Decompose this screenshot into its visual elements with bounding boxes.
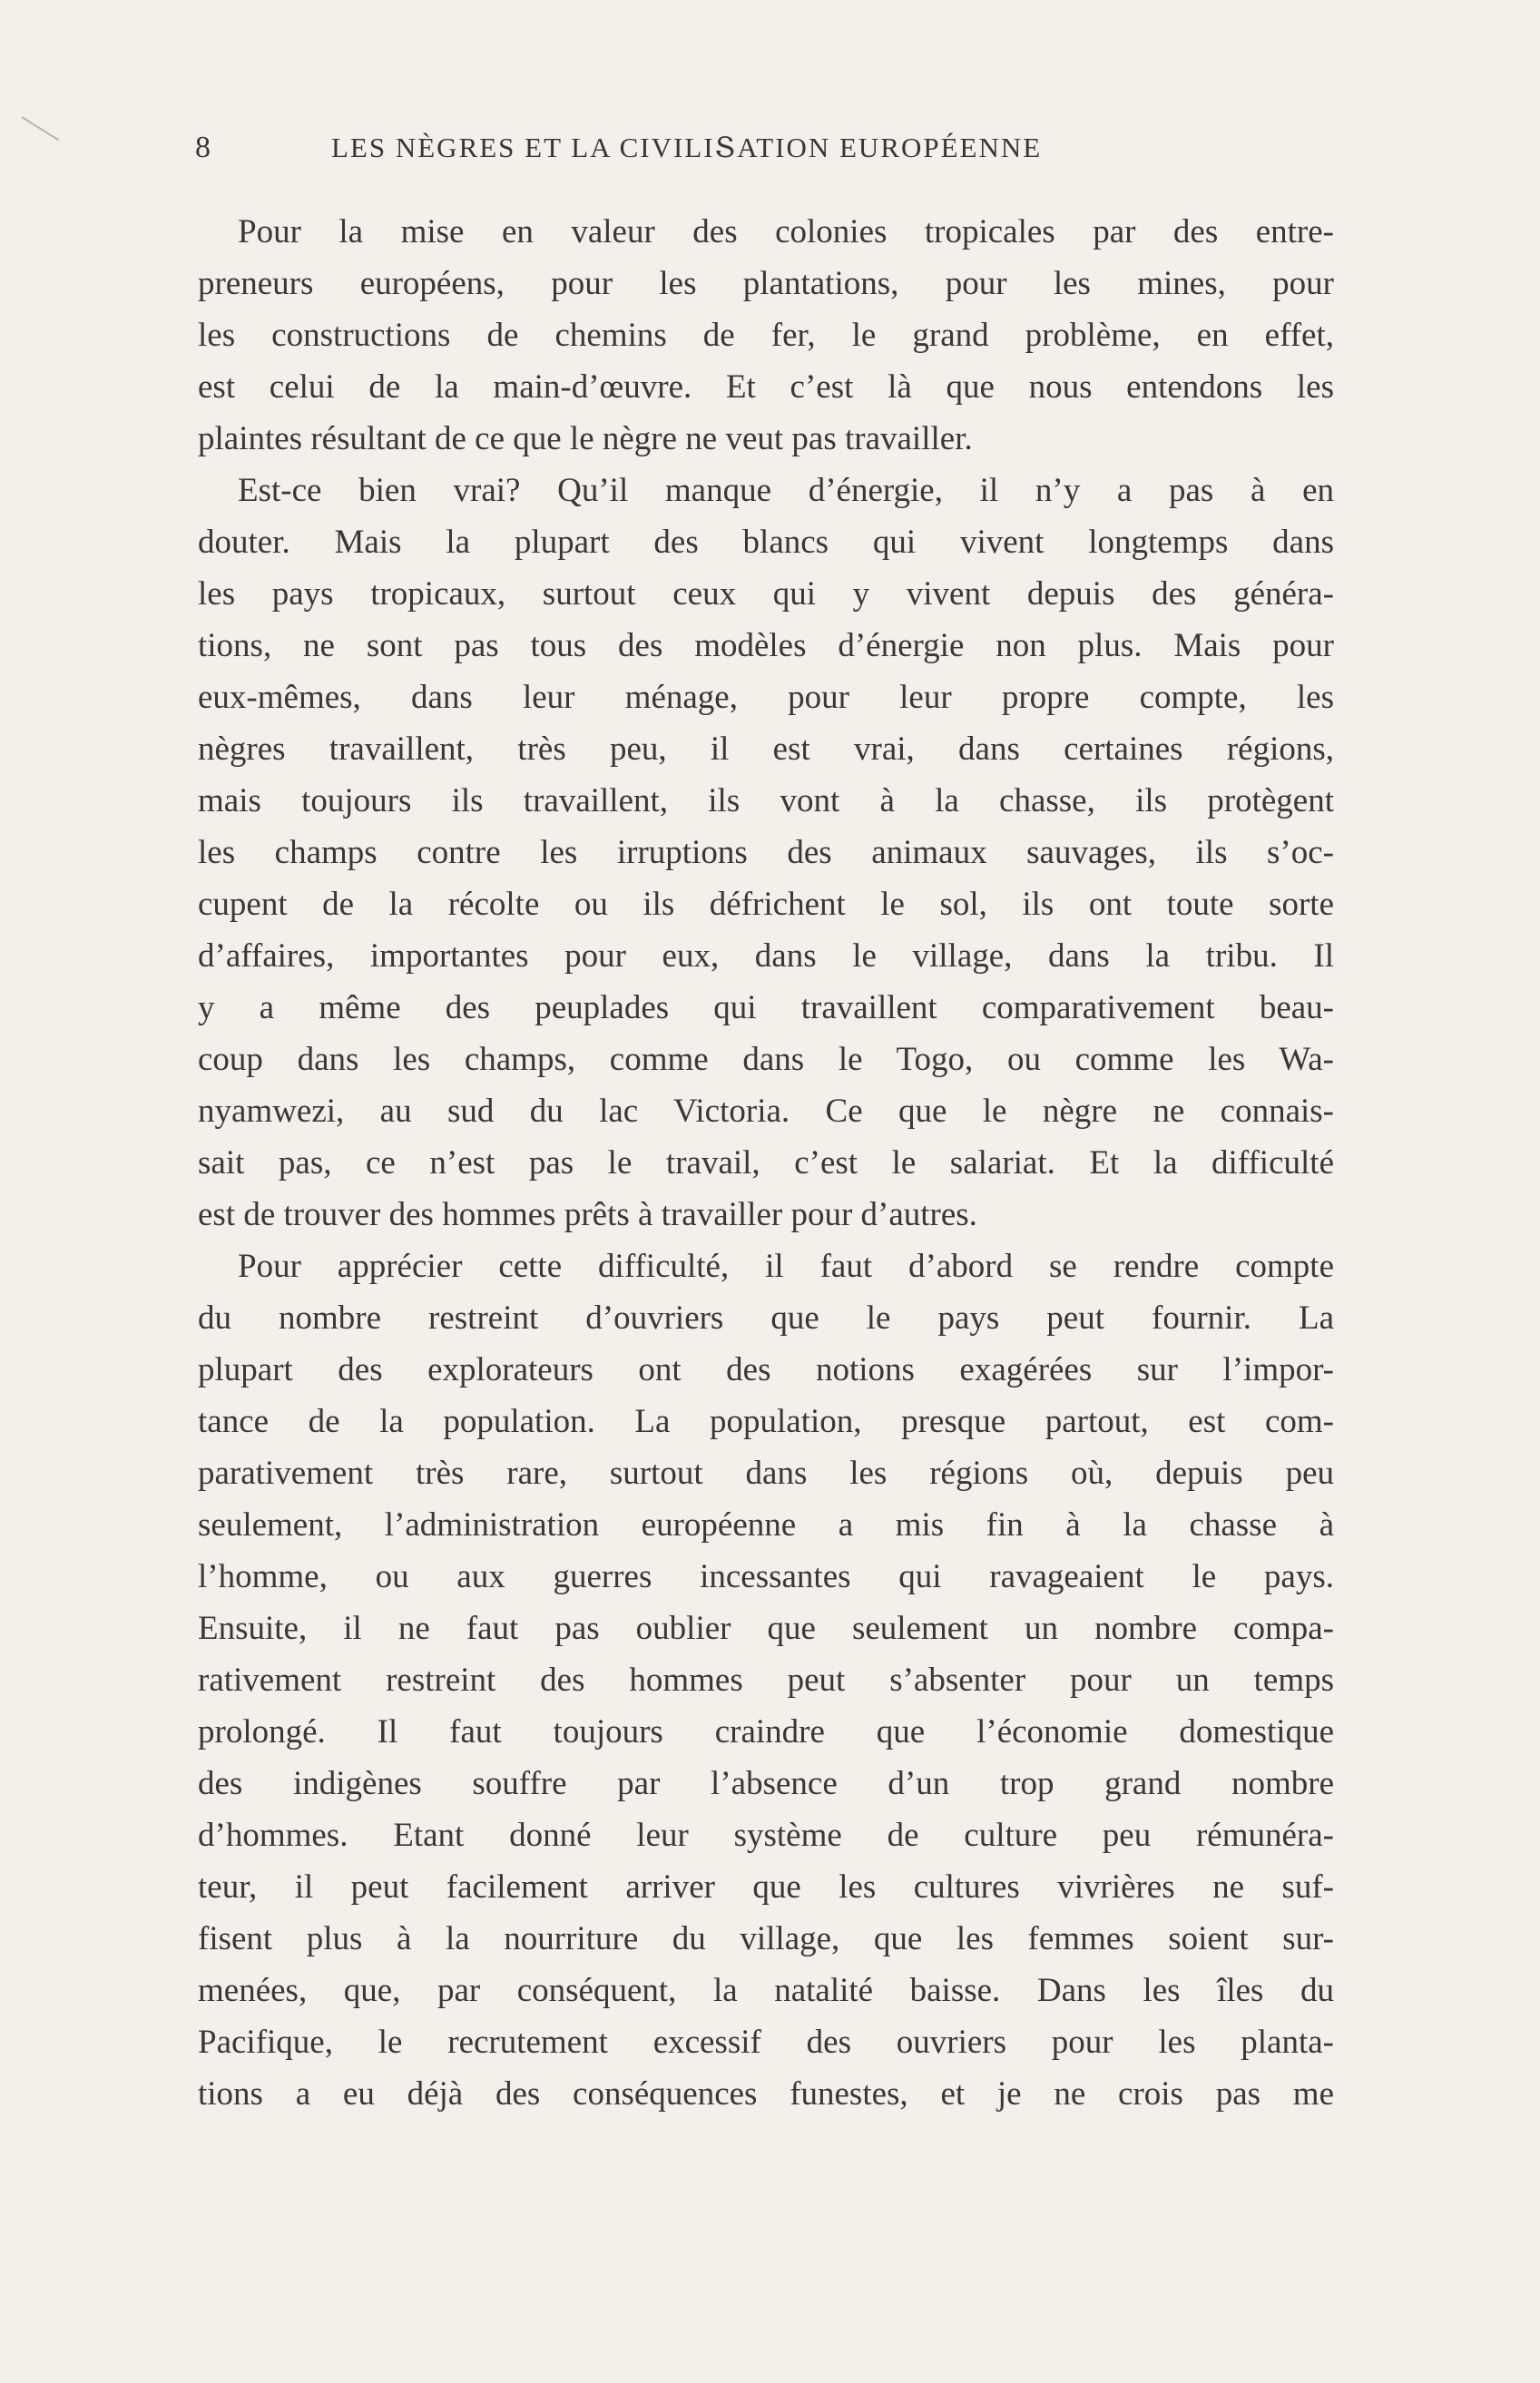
text-line: Pour apprécier cette difficulté, il faut d’abord se rendre compte <box>238 1248 1334 1285</box>
text-line: cupent de la récolte ou ils défrichent le sol, ils ont toute sorte <box>198 886 1334 923</box>
text-line: teur, il peut facilement arriver que les cultures vivrières ne suf- <box>198 1868 1334 1906</box>
text-line: tions a eu déjà des conséquences funestes, et je ne crois pas me <box>198 2075 1334 2113</box>
text-line: douter. Mais la plupart des blancs qui vivent longtemps dans <box>198 524 1334 561</box>
text-line: coup dans les champs, comme dans le Togo, ou comme les Wa- <box>198 1041 1334 1078</box>
text-line: tance de la population. La population, presque partout, est com- <box>198 1403 1334 1440</box>
text-line: y a même des peuplades qui travaillent comparativement beau- <box>198 989 1334 1026</box>
text-line: menées, que, par conséquent, la natalité baisse. Dans les îles du <box>198 1972 1334 2009</box>
text-line: rativement restreint des hommes peut s’absenter pour un temps <box>198 1662 1334 1699</box>
paragraph-2 <box>198 465 1334 1241</box>
text-line: preneurs européens, pour les plantations, pour les mines, pour <box>198 265 1334 302</box>
text-line: seulement, l’administration européenne a mis fin à la chasse à <box>198 1506 1334 1544</box>
text-line: du nombre restreint d’ouvriers que le pays peut fournir. La <box>198 1299 1334 1337</box>
running-head <box>195 127 1189 169</box>
text-line: Pour la mise en valeur des colonies tropicales par des entre- <box>238 213 1334 250</box>
text-line: plupart des explorateurs ont des notions exagérées sur l’impor- <box>198 1351 1334 1388</box>
text-line: tions, ne sont pas tous des modèles d’énergie non plus. Mais pour <box>198 627 1334 664</box>
text-line: l’homme, ou aux guerres incessantes qui ravageaient le pays. <box>198 1558 1334 1595</box>
text-line: sait pas, ce n’est pas le travail, c’est le salariat. Et la difficulté <box>198 1144 1334 1182</box>
text-line: prolongé. Il faut toujours craindre que l’économie domestique <box>198 1713 1334 1750</box>
text-line: d’hommes. Etant donné leur système de culture peu rémunéra- <box>198 1817 1334 1854</box>
text-line: nyamwezi, au sud du lac Victoria. Ce que le nègre ne connais- <box>198 1093 1334 1130</box>
text-line: d’affaires, importantes pour eux, dans le village, dans la tribu. Il <box>198 937 1334 975</box>
text-line: eux-mêmes, dans leur ménage, pour leur propre compte, les <box>198 679 1334 716</box>
running-title: LES NÈGRES ET LA CIVILIՏATION EUROPÉENNE <box>331 132 1043 163</box>
corner-mark <box>21 116 59 141</box>
text-line: nègres travaillent, très peu, il est vrai, dans certaines régions, <box>198 731 1334 768</box>
text-line: Est-ce bien vrai? Qu’il manque d’énergie, il n’y a pas à en <box>238 472 1334 509</box>
text-line: est de trouver des hommes prêts à travailler pour d’autres. <box>198 1196 977 1233</box>
text-line: les champs contre les irruptions des animaux sauvages, ils s’oc- <box>198 834 1334 871</box>
text-line: les pays tropicaux, surtout ceux qui y vivent depuis des généra- <box>198 575 1334 613</box>
text-line: mais toujours ils travaillent, ils vont à la chasse, ils protègent <box>198 782 1334 819</box>
text-line: des indigènes souffre par l’absence d’un trop grand nombre <box>198 1765 1334 1802</box>
text-line: fisent plus à la nourriture du village, que les femmes soient sur- <box>198 1920 1334 1957</box>
text-line: Pacifique, le recrutement excessif des ouvriers pour les planta- <box>198 2024 1334 2061</box>
paragraph-3 <box>198 1241 1334 2120</box>
body-text <box>198 206 1334 2120</box>
text-line: les constructions de chemins de fer, le grand problème, en effet, <box>198 317 1334 354</box>
text-line: parativement très rare, surtout dans les régions où, depuis peu <box>198 1455 1334 1492</box>
text-line: plaintes résultant de ce que le nègre ne veut pas travailler. <box>198 420 973 457</box>
text-line: Ensuite, il ne faut pas oublier que seulement un nombre compa- <box>198 1610 1334 1647</box>
paragraph-1 <box>198 206 1334 465</box>
page-number: 8 <box>195 131 211 164</box>
text-line: est celui de la main-d’œuvre. Et c’est là que nous entendons les <box>198 368 1334 406</box>
